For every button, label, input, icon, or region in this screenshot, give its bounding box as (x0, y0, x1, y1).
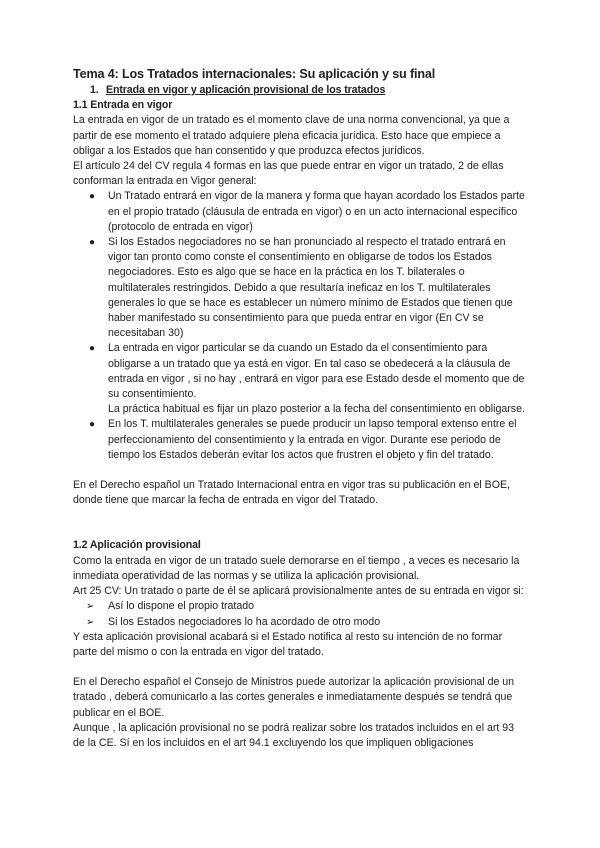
paragraph: El artículo 24 del CV regula 4 formas en las que puede entrar en vigor un tratado, 2 de ellas conforman la entrada en Vigor general: (73, 160, 504, 188)
paragraph: En el Derecho español un Tratado Internacional entra en vigor tras su publicación en el BOE, donde tiene que marcar la fecha de entrada en vigor del Tratado. (73, 479, 510, 507)
arrow-bullet-icon: ➢ (86, 601, 95, 613)
subsection-heading-entrada-en-vigor: 1.1 Entrada en vigor (73, 99, 173, 112)
list-item (73, 341, 528, 417)
section-number: 1. (90, 84, 99, 96)
section-heading (73, 83, 528, 98)
spacer (73, 463, 528, 478)
bullet-icon: ● (89, 343, 96, 355)
list-item (73, 417, 528, 463)
list-item-continuation: La práctica habitual es fijar un plazo posterior a la fecha del consentimiento en obligarse. (108, 403, 525, 416)
list-item-text: La entrada en vigor particular se da cuando un Estado da el consentimiento para obligarse a un tratado que ya está en vigor. En tal caso se obedecerá a la cláusula de entrada en vigor , si no hay , entrará en vigor para ese Estado desde el momento que de su consentimiento. (108, 342, 525, 401)
list-item-text: Así lo dispone el propio tratado (108, 600, 255, 613)
bullet-icon: ● (89, 237, 96, 249)
arrow-list (73, 599, 528, 629)
paragraph: Y esta aplicación provisional acabará si el Estado notifica al resto su intención de no formar parte del mismo o con la entrada en vigor del tratado. (73, 630, 503, 658)
section-heading-text: Entrada en vigor y aplicación provisional de los tratados (106, 84, 386, 96)
list-item-text: En los T. multilaterales generales se puede producir un lapso temporal extenso entre el perfeccionamiento del consentimiento y la entrada en vigor. Durante ese periodo de tiempo los Estados deberán evitar los actos que frustren el objeto y fin del tratado. (108, 418, 517, 461)
spacer (73, 660, 528, 675)
paragraph: Art 25 CV: Un tratado o parte de él se aplicará provisionalmente antes de su entrada en vigor si: (73, 585, 524, 598)
document-title: Tema 4: Los Tratados internacionales: Su aplicación y su final (73, 67, 436, 81)
list-item (73, 615, 528, 630)
list-item-text: Si los Estados negociadores lo ha acordado de otro modo (108, 615, 381, 628)
list-item-text: Un Tratado entrará en vigor de la manera y forma que hayan acordado los Estados parte en el propio tratado (cláusula de entrada en vigor) o en un acto internacional específico (protocolo de entrada en vigor) (108, 190, 525, 233)
paragraph: La entrada en vigor de un tratado es el momento clave de una norma convencional, ya que a partir de ese momento el tratado adquiere plena eficacia jurídica. Esto hace que empiece a obligar a los Estados que han consentido y que produzca efectos jurídicos. (73, 114, 510, 157)
bullet-icon: ● (89, 191, 96, 203)
subsection-heading-aplicacion-provisional: 1.2 Aplicación provisional (73, 539, 201, 552)
paragraph: En el Derecho español el Consejo de Ministros puede autorizar la aplicación provisional de un tratado , deberá comunicarlo a las cortes generales e inmediatamente después se tendrá que publicar en el BOE. (73, 676, 515, 719)
document-body (73, 66, 528, 751)
arrow-bullet-icon: ➢ (86, 616, 95, 628)
list-item-text: Si los Estados negociadores no se han pronunciado al respecto el tratado entrará en vigor tan pronto como conste el consentimiento en obligarse de todos los Estados negociadores. Esto es algo que se hace en la práctica en los T. bilaterales o multilaterales restringidos. Debido a que resultaría ineficaz en los T. multilaterales generales lo que se hace es establecer un número mínimo de Estados que tienen que haber manifestado su consentimiento para que pueda entrar en vigor (En CV se necesitaban 30) (108, 236, 513, 340)
paragraph: Como la entrada en vigor de un tratado suele demorarse en el tiempo , a veces es necesario la inmediata operatividad de las normas y se utiliza la aplicación provisional. (73, 554, 520, 582)
list-item (73, 599, 528, 614)
bullet-icon: ● (89, 419, 96, 431)
list-item (73, 235, 528, 341)
spacer (73, 508, 528, 538)
list-item (73, 189, 528, 235)
paragraph: Aunque , la aplicación provisional no se podrá realizar sobre los tratados incluidos en el art 93 de la CE. Sí en los incluidos en el art 94.1 excluyendo los que impliquen obligaciones (73, 721, 515, 749)
bullet-list (73, 189, 528, 463)
